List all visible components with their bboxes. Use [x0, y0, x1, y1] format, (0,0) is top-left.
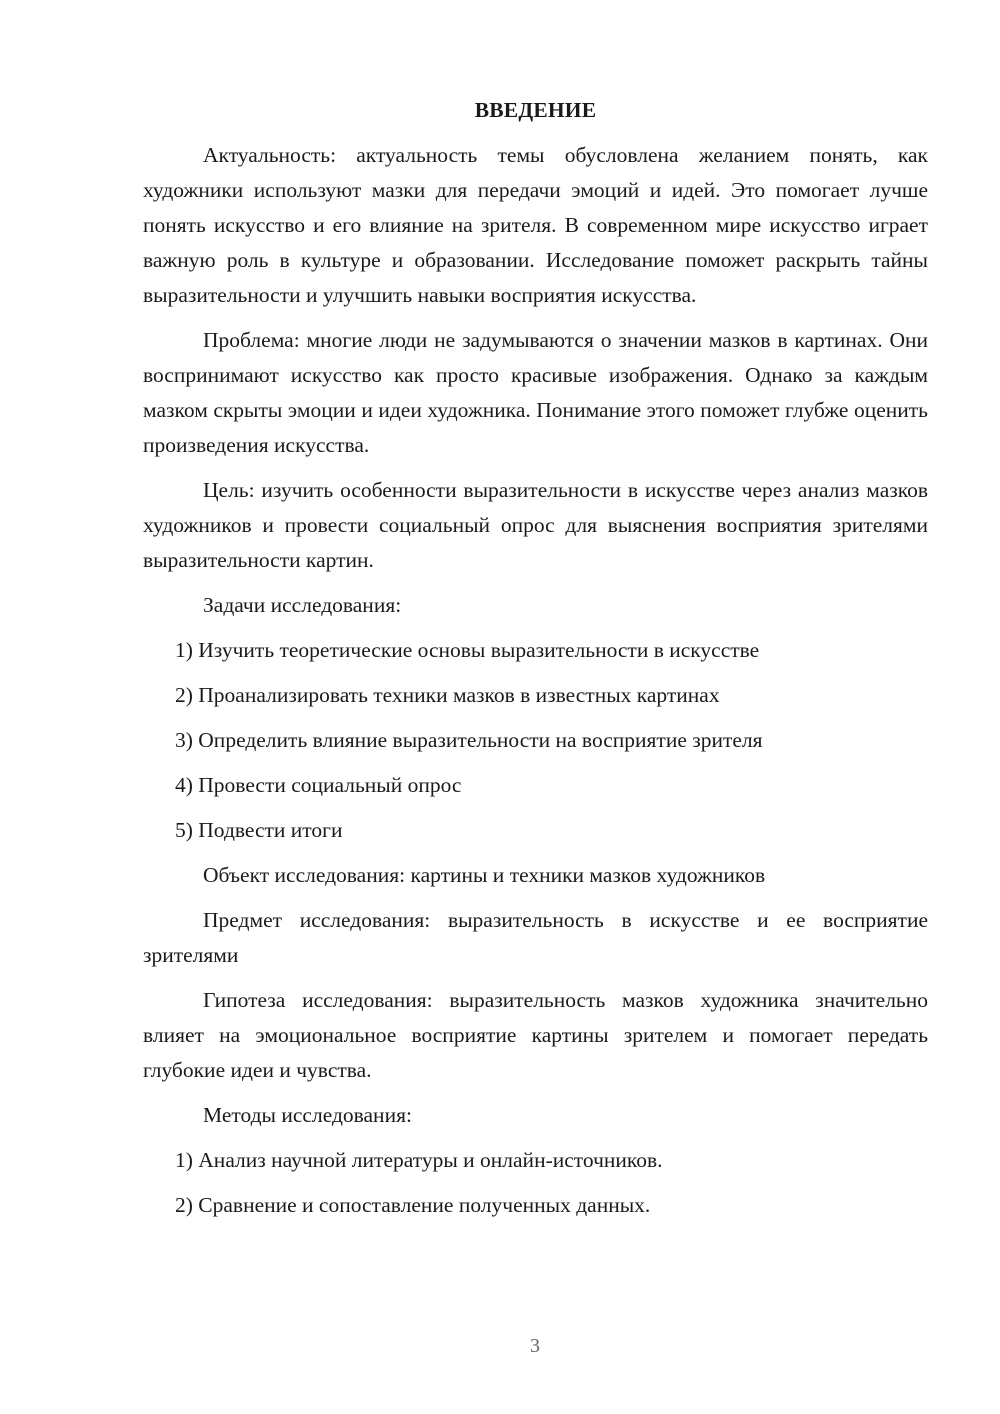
relevance-paragraph: Актуальность: актуальность темы обусловлена желанием понять, как художники используют мазки для передачи эмоций и идей. Это помогает лучше понять искусство и его влияние на зрителя. В современном мире искусство играет важную роль в культуре и образовании. Исследование поможет раскрыть тайны выразительности и улучшить навыки восприятия искусства. — [143, 143, 928, 307]
task-item: 5) Подвести итоги — [175, 818, 343, 842]
task-item: 2) Проанализировать техники мазков в известных картинах — [175, 683, 720, 707]
goal-paragraph: Цель: изучить особенности выразительности в искусстве через анализ мазков художников и провести социальный опрос для выяснения восприятия зрителями выразительности картин. — [143, 478, 928, 572]
hypothesis-paragraph: Гипотеза исследования: выразительность мазков художника значительно влияет на эмоциональное восприятие картины зрителем и помогает передать глубокие идеи и чувства. — [143, 988, 928, 1082]
subject-paragraph: Предмет исследования: выразительность в искусстве и ее восприятие зрителями — [143, 908, 928, 967]
methods-heading: Методы исследования: — [203, 1103, 412, 1127]
task-item: 3) Определить влияние выразительности на восприятие зрителя — [175, 728, 763, 752]
problem-paragraph: Проблема: многие люди не задумываются о значении мазков в картинах. Они воспринимают искусство как просто красивые изображения. Однако за каждым мазком скрыты эмоции и идеи художника. Понимание этого поможет глубже оценить произведения искусства. — [143, 328, 928, 457]
method-item: 2) Сравнение и сопоставление полученных данных. — [175, 1193, 651, 1217]
page-title: ВВЕДЕНИЕ — [474, 98, 597, 122]
object-paragraph: Объект исследования: картины и техники мазков художников — [203, 863, 766, 887]
page-number: 3 — [530, 1335, 540, 1357]
task-item: 1) Изучить теоретические основы выразительности в искусстве — [175, 638, 760, 662]
document-page — [143, 93, 928, 1233]
method-item: 1) Анализ научной литературы и онлайн-источников. — [175, 1148, 663, 1172]
task-item: 4) Провести социальный опрос — [175, 773, 462, 797]
tasks-heading: Задачи исследования: — [203, 593, 402, 617]
